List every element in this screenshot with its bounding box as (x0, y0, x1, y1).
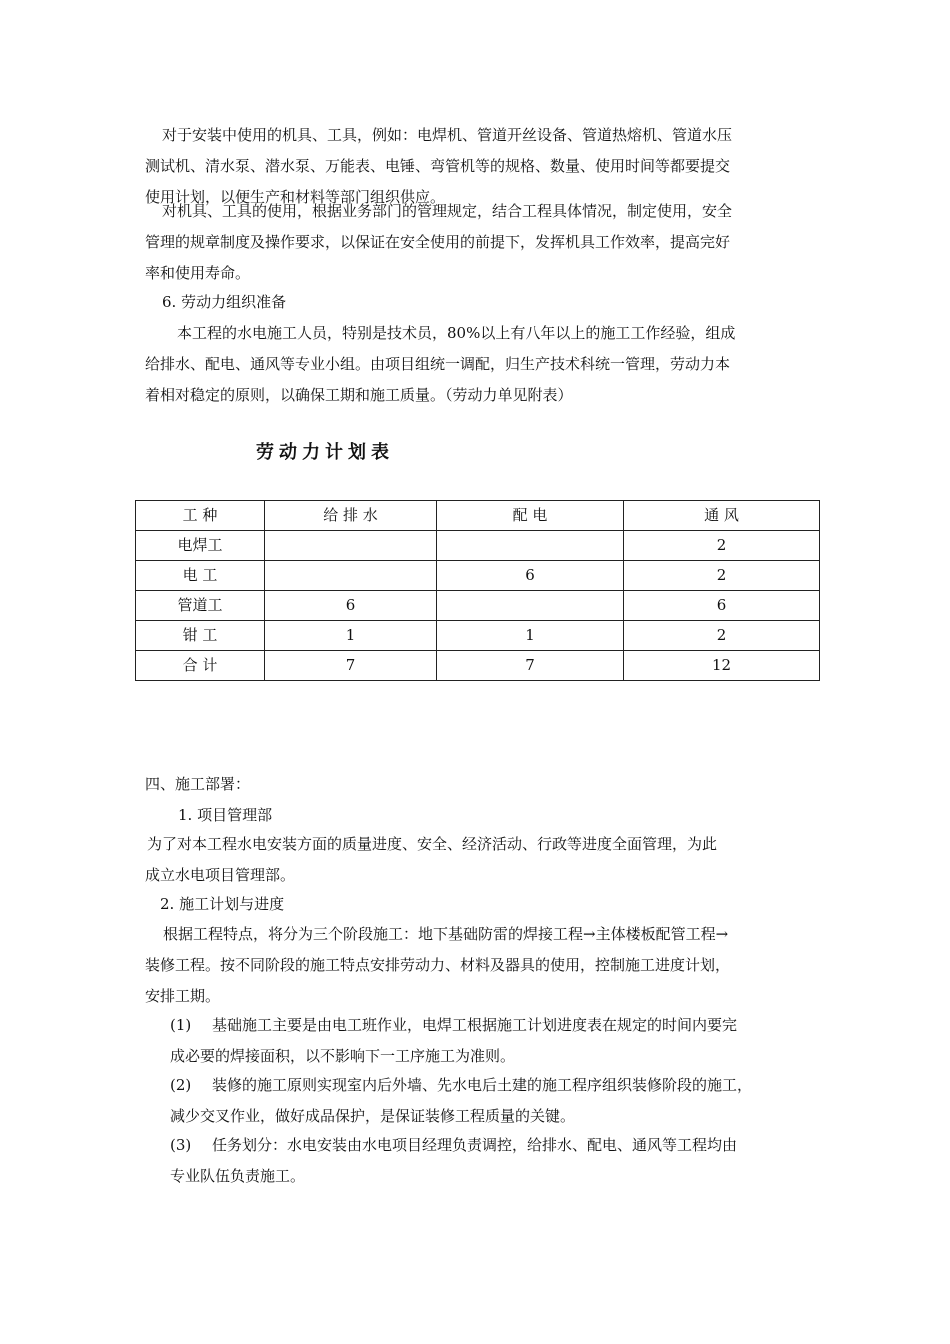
text-line: 减少交叉作业，做好成品保护，是保证装修工程质量的关键。 (170, 1107, 576, 1125)
list-number: (3) (170, 1136, 192, 1154)
paragraph-labor (145, 318, 810, 411)
table-cell: 7 (265, 651, 437, 681)
table-cell: 合 计 (136, 651, 265, 681)
heading-project-management: 1. 项目管理部 (178, 806, 273, 824)
text-line: 对于安装中使用的机具、工具，例如：电焊机、管道开丝设备、管道热熔机、管道水压 (162, 126, 733, 144)
paragraph-project-management (145, 829, 810, 891)
table-header-row (136, 501, 820, 531)
text-line: 给排水、配电、通风等专业小组。由项目组统一调配，归生产技术科统一管理，劳动力本 (145, 355, 731, 373)
table-cell (265, 561, 437, 591)
list-number: (1) (170, 1016, 192, 1034)
table-cell (437, 531, 624, 561)
table-cell: 管道工 (136, 591, 265, 621)
table-title: 劳动力计划表 (256, 442, 394, 463)
text-line: 安排工期。 (145, 987, 221, 1005)
table-row (136, 561, 820, 591)
text-line: 成立水电项目管理部。 (145, 866, 296, 884)
table-cell: 6 (624, 591, 820, 621)
text-line: 专业队伍负责施工。 (170, 1167, 306, 1185)
list-item-1 (170, 1010, 820, 1072)
table-cell: 6 (265, 591, 437, 621)
paragraph-tools-usage (145, 196, 810, 289)
table-cell (265, 531, 437, 561)
table-total-row (136, 651, 820, 681)
text-line (170, 1130, 820, 1161)
column-header: 配 电 (437, 501, 624, 531)
text-line: 着相对稳定的原则，以确保工期和施工质量。（劳动力单见附表） (145, 386, 573, 404)
labor-plan-table (135, 500, 820, 681)
text-line: 成必要的焊接面积，以不影响下一工序施工为准则。 (170, 1047, 516, 1065)
heading-labor-preparation: 6. 劳动力组织准备 (162, 293, 287, 311)
text-line: 测试机、清水泵、潜水泵、万能表、电锤、弯管机等的规格、数量、使用时间等都要提交 (145, 157, 731, 175)
text-line: 本工程的水电施工人员，特别是技术员，80%以上有八年以上的施工工作经验，组成 (177, 324, 736, 342)
column-header: 工 种 (136, 501, 265, 531)
table-row (136, 591, 820, 621)
list-text: 装修的施工原则实现室内后外墙、先水电后土建的施工程序组织装修阶段的施工， (212, 1076, 753, 1094)
text-line: 率和使用寿命。 (145, 264, 251, 282)
table-cell: 7 (437, 651, 624, 681)
text-line: 为了对本工程水电安装方面的质量进度、安全、经济活动、行政等进度全面管理，为此 (147, 835, 718, 853)
table-row (136, 531, 820, 561)
text-line: 装修工程。按不同阶段的施工特点安排劳动力、材料及器具的使用，控制施工进度计划， (145, 956, 731, 974)
column-header: 给 排 水 (265, 501, 437, 531)
table-cell: 1 (265, 621, 437, 651)
table-cell: 电 工 (136, 561, 265, 591)
list-text: 基础施工主要是由电工班作业，电焊工根据施工计划进度表在规定的时间内要完 (212, 1016, 738, 1034)
table-row (136, 621, 820, 651)
column-header: 通 风 (624, 501, 820, 531)
list-item-3 (170, 1130, 820, 1192)
list-item-2 (170, 1070, 820, 1132)
table-cell: 6 (437, 561, 624, 591)
table-cell: 电焊工 (136, 531, 265, 561)
list-text: 任务划分：水电安装由水电项目经理负责调控，给排水、配电、通风等工程均由 (212, 1136, 738, 1154)
paragraph-plan-progress (145, 919, 810, 1012)
list-number: (2) (170, 1076, 192, 1094)
text-line: 使用计划，以便生产和材料等部门组织供应。 (145, 188, 446, 206)
text-line: 对机具、工具的使用，根据业务部门的管理规定，结合工程具体情况，制定使用，安全 (162, 202, 733, 220)
heading-plan-progress: 2. 施工计划与进度 (160, 895, 285, 913)
text-line (170, 1070, 820, 1101)
section-heading-construction-deployment: 四、施工部署： (145, 775, 251, 793)
table-cell: 2 (624, 561, 820, 591)
text-line: 管理的规章制度及操作要求，以保证在安全使用的前提下，发挥机具工作效率，提高完好 (145, 233, 731, 251)
table-cell: 12 (624, 651, 820, 681)
text-line (170, 1010, 820, 1041)
table-cell: 钳 工 (136, 621, 265, 651)
table-cell (437, 591, 624, 621)
table-cell: 2 (624, 531, 820, 561)
table-cell: 1 (437, 621, 624, 651)
text-line: 根据工程特点，将分为三个阶段施工：地下基础防雷的焊接工程→主体楼板配管工程→ (163, 925, 729, 943)
table-cell: 2 (624, 621, 820, 651)
